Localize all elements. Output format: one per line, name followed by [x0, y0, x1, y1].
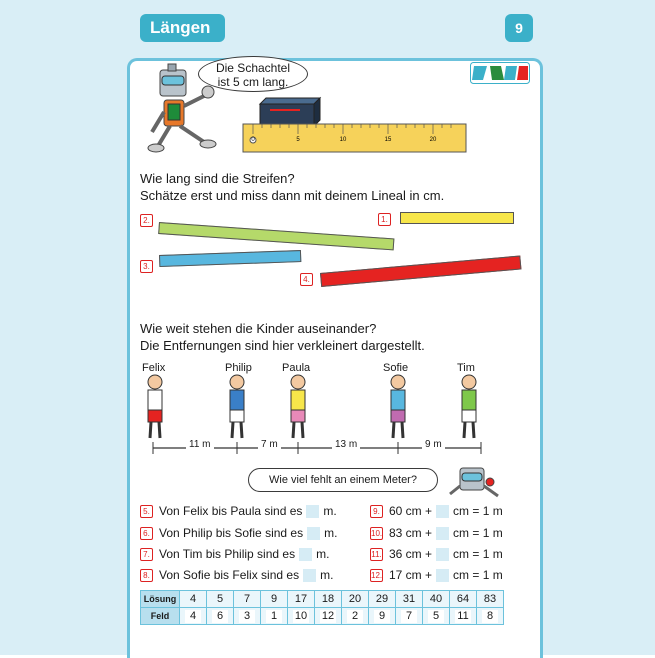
- row-header: Lösung: [141, 591, 180, 608]
- task-number: 7.: [140, 548, 153, 561]
- feld-cell: 4: [180, 608, 207, 625]
- solution-cell: 5: [207, 591, 234, 608]
- solution-cell: 17: [288, 591, 315, 608]
- paula-figure: [291, 375, 305, 438]
- felix-figure: [148, 375, 162, 438]
- feld-cell: 3: [234, 608, 261, 625]
- answer-box[interactable]: [307, 527, 320, 540]
- feld-cell: 11: [450, 608, 477, 625]
- feld-cell: 10: [288, 608, 315, 625]
- task-row: [370, 567, 503, 583]
- ruler-label: 5: [296, 137, 300, 143]
- page-title: Längen: [140, 14, 225, 42]
- task-number: 5.: [140, 505, 153, 518]
- philip-figure: [230, 375, 244, 438]
- task-number: 8.: [140, 569, 153, 582]
- strip-1: [400, 212, 514, 224]
- answer-box[interactable]: [436, 505, 449, 518]
- feld-cell: 2: [342, 608, 369, 625]
- distance-label: 9 m: [422, 437, 445, 453]
- ruler-label: 0: [251, 137, 255, 143]
- task-number: 6.: [140, 527, 153, 540]
- ruler-label: 10: [339, 137, 347, 143]
- task-unit: m.: [324, 526, 338, 540]
- answer-box[interactable]: [303, 569, 316, 582]
- solution-cell: 20: [342, 591, 369, 608]
- feld-cell: 12: [315, 608, 342, 625]
- task-unit: m.: [320, 568, 334, 582]
- solution-cell: 9: [261, 591, 288, 608]
- strip-number: 4.: [300, 273, 313, 286]
- task-text: 17 cm +: [389, 568, 433, 582]
- ruler-label: 20: [429, 137, 437, 143]
- task-unit: cm = 1 m: [453, 504, 503, 518]
- feld-cell: 5: [423, 608, 450, 625]
- task-number: 12.: [371, 571, 383, 581]
- ruler-label: 15: [384, 137, 392, 143]
- solution-cell: 31: [396, 591, 423, 608]
- answer-box[interactable]: [436, 548, 449, 561]
- task-row: [140, 525, 337, 541]
- strip-number: 2.: [140, 214, 153, 227]
- row-header: Feld: [141, 608, 180, 625]
- solution-cell: 83: [477, 591, 504, 608]
- publisher-logo-icon: [470, 62, 530, 84]
- sofie-figure: [391, 375, 405, 438]
- distance-label: 7 m: [258, 437, 281, 453]
- answer-box[interactable]: [436, 527, 449, 540]
- strip-number: 3.: [140, 260, 153, 273]
- feld-cell: 9: [369, 608, 396, 625]
- task-text: Von Felix bis Paula sind es: [159, 504, 303, 518]
- task-text: Von Sofie bis Felix sind es: [159, 568, 300, 582]
- tim-figure: [462, 375, 476, 438]
- task-text: 60 cm +: [389, 504, 433, 518]
- feld-cell: 1: [261, 608, 288, 625]
- children-illustration: [130, 372, 490, 444]
- distance-label: 13 m: [332, 437, 360, 453]
- speech-bubble-line1: Die Schachtel: [215, 61, 291, 75]
- task-row: [370, 525, 503, 541]
- question-distance-line2: Die Entfernungen sind hier verkleinert dargestellt.: [140, 338, 425, 353]
- task-text: Von Tim bis Philip sind es: [159, 547, 296, 561]
- kid-name: Paula: [282, 362, 311, 374]
- feld-row: [141, 608, 504, 625]
- feld-cell: 7: [396, 608, 423, 625]
- task-row: [140, 503, 337, 519]
- task-unit: cm = 1 m: [453, 568, 503, 582]
- task-unit: m.: [316, 547, 330, 561]
- distance-label: 11 m: [186, 437, 214, 453]
- task-unit: cm = 1 m: [453, 526, 503, 540]
- robot-speech-bubble: Wie viel fehlt an einem Meter?: [248, 468, 438, 492]
- solution-table: [140, 590, 504, 625]
- solution-cell: 18: [315, 591, 342, 608]
- answer-box[interactable]: [299, 548, 312, 561]
- speech-bubble-line2: ist 5 cm lang.: [217, 75, 289, 89]
- task-row: [370, 503, 503, 519]
- answer-box[interactable]: [306, 505, 319, 518]
- answer-box[interactable]: [436, 569, 449, 582]
- solution-cell: 7: [234, 591, 261, 608]
- task-text: 36 cm +: [389, 547, 433, 561]
- task-unit: m.: [323, 504, 337, 518]
- solution-row: [141, 591, 504, 608]
- speech-bubble: [198, 56, 308, 92]
- strip-number: 1.: [378, 213, 391, 226]
- solution-cell: 64: [450, 591, 477, 608]
- question-distance-line1: Wie weit stehen die Kinder auseinander?: [140, 321, 377, 336]
- solution-cell: 40: [423, 591, 450, 608]
- kid-name: Philip: [225, 362, 252, 374]
- task-text: 83 cm +: [389, 526, 433, 540]
- page-number: 9: [505, 14, 533, 42]
- task-text: Von Philip bis Sofie sind es: [159, 526, 304, 540]
- task-number: 10.: [371, 529, 383, 539]
- task-row: [140, 546, 329, 562]
- ruler-with-box: [240, 96, 470, 156]
- kid-name: Sofie: [383, 362, 409, 374]
- task-row: [140, 567, 333, 583]
- question-strips-line2: Schätze erst und miss dann mit deinem Lineal in cm.: [140, 188, 445, 203]
- solution-cell: 29: [369, 591, 396, 608]
- robot-small-illustration: [446, 462, 506, 504]
- kid-name: Tim: [457, 362, 475, 374]
- task-number: 9.: [370, 505, 383, 518]
- solution-cell: 4: [180, 591, 207, 608]
- kid-name: Felix: [142, 362, 166, 374]
- question-strips-line1: Wie lang sind die Streifen?: [140, 171, 295, 186]
- task-number: 11.: [371, 550, 382, 560]
- task-row: [370, 546, 503, 562]
- task-unit: cm = 1 m: [453, 547, 503, 561]
- feld-cell: 6: [207, 608, 234, 625]
- feld-cell: 8: [477, 608, 504, 625]
